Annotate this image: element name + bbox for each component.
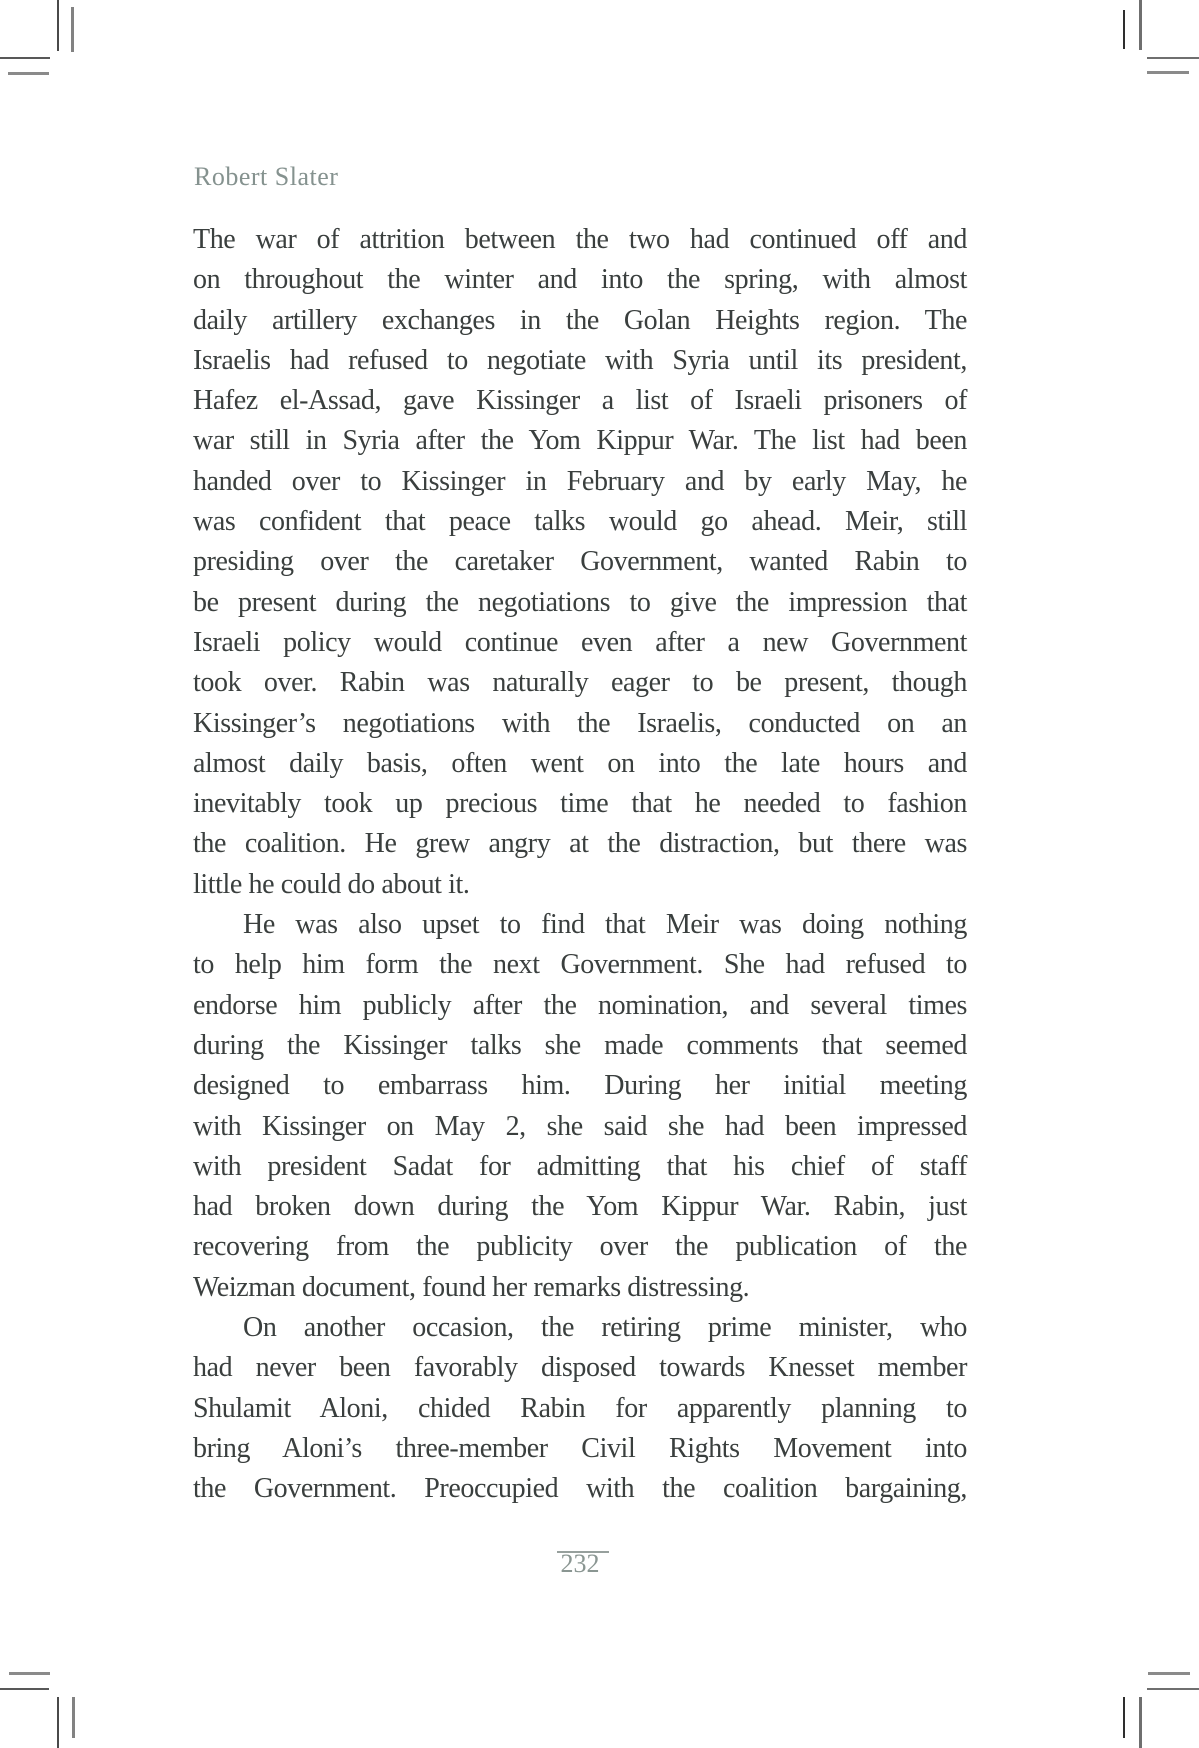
text-line: during the Kissinger talks she made comments that seemed [193, 1029, 967, 1061]
text-line: with Kissinger on May 2, she said she had been impressed [193, 1110, 967, 1142]
text-line: Hafez el-Assad, gave Kissinger a list of Israeli prisoners of [193, 385, 967, 417]
text-line: almost daily basis, often went on into the late hours and [193, 747, 967, 779]
crop-mark-top-left-vertical-inner [71, 7, 74, 52]
crop-mark-top-right-horizontal-outer [1147, 57, 1199, 59]
text-line: on throughout the winter and into the spring, with almost [193, 264, 967, 296]
crop-mark-top-right-vertical-inner [1123, 10, 1125, 49]
text-line: On another occasion, the retiring prime minister, who [243, 1312, 967, 1344]
text-line: be present during the negotiations to give the impression that [193, 586, 967, 618]
text-line: had never been favorably disposed towards Knesset member [193, 1352, 967, 1384]
crop-mark-bottom-right-horizontal-inner [1148, 1672, 1190, 1675]
crop-mark-top-left-horizontal-inner [8, 72, 49, 75]
crop-mark-bottom-right-vertical-outer [1139, 1697, 1142, 1748]
text-line: had broken down during the Yom Kippur War. Rabin, just [193, 1191, 967, 1223]
running-header: Robert Slater [194, 162, 339, 191]
text-line: recovering from the publicity over the publication of the [193, 1231, 967, 1263]
crop-mark-bottom-left-horizontal-outer [0, 1688, 49, 1690]
crop-mark-top-left-horizontal-outer [0, 57, 50, 59]
crop-mark-top-right-vertical-outer [1139, 0, 1142, 50]
text-line: the Government. Preoccupied with the coalition bargaining, [193, 1473, 967, 1505]
text-line: endorse him publicly after the nomination, and several times [193, 989, 967, 1021]
text-line: daily artillery exchanges in the Golan Heights region. The [193, 304, 967, 336]
crop-mark-bottom-left-horizontal-inner [9, 1672, 50, 1675]
page-number: 232 [560, 1549, 600, 1578]
body-text [193, 220, 967, 1510]
text-line: He was also upset to find that Meir was doing nothing [243, 909, 967, 941]
text-line: handed over to Kissinger in February and by early May, he [193, 465, 967, 497]
text-line: designed to embarrass him. During her initial meeting [193, 1070, 967, 1102]
crop-mark-bottom-right-vertical-inner [1123, 1697, 1125, 1738]
text-line: with president Sadat for admitting that his chief of staff [193, 1150, 967, 1182]
text-line: Weizman document, found her remarks distressing. [193, 1271, 750, 1303]
text-line: was confident that peace talks would go ahead. Meir, still [193, 506, 967, 538]
crop-mark-top-right-horizontal-inner [1147, 71, 1189, 74]
text-line: Kissinger’s negotiations with the Israelis, conducted on an [193, 707, 967, 739]
crop-mark-bottom-right-horizontal-outer [1147, 1688, 1199, 1690]
text-line: Shulamit Aloni, chided Rabin for apparently planning to [193, 1392, 967, 1424]
text-line: The war of attrition between the two had continued off and [193, 224, 967, 255]
text-line: Israelis had refused to negotiate with Syria until its president, [193, 344, 967, 376]
text-line: war still in Syria after the Yom Kippur War. The list had been [193, 425, 967, 457]
crop-mark-bottom-left-vertical-outer [57, 1697, 59, 1748]
crop-mark-top-left-vertical-outer [57, 0, 59, 51]
crop-mark-bottom-left-vertical-inner [72, 1697, 75, 1738]
text-line: to help him form the next Government. She had refused to [193, 949, 967, 981]
text-line: bring Aloni’s three-member Civil Rights Movement into [193, 1432, 967, 1464]
text-line: inevitably took up precious time that he needed to fashion [193, 788, 967, 820]
text-line: took over. Rabin was naturally eager to be present, though [193, 667, 967, 699]
text-line: presiding over the caretaker Government, wanted Rabin to [193, 546, 967, 578]
text-line: little he could do about it. [193, 868, 470, 900]
text-line: the coalition. He grew angry at the distraction, but there was [193, 828, 967, 860]
text-line: Israeli policy would continue even after a new Government [193, 626, 967, 658]
